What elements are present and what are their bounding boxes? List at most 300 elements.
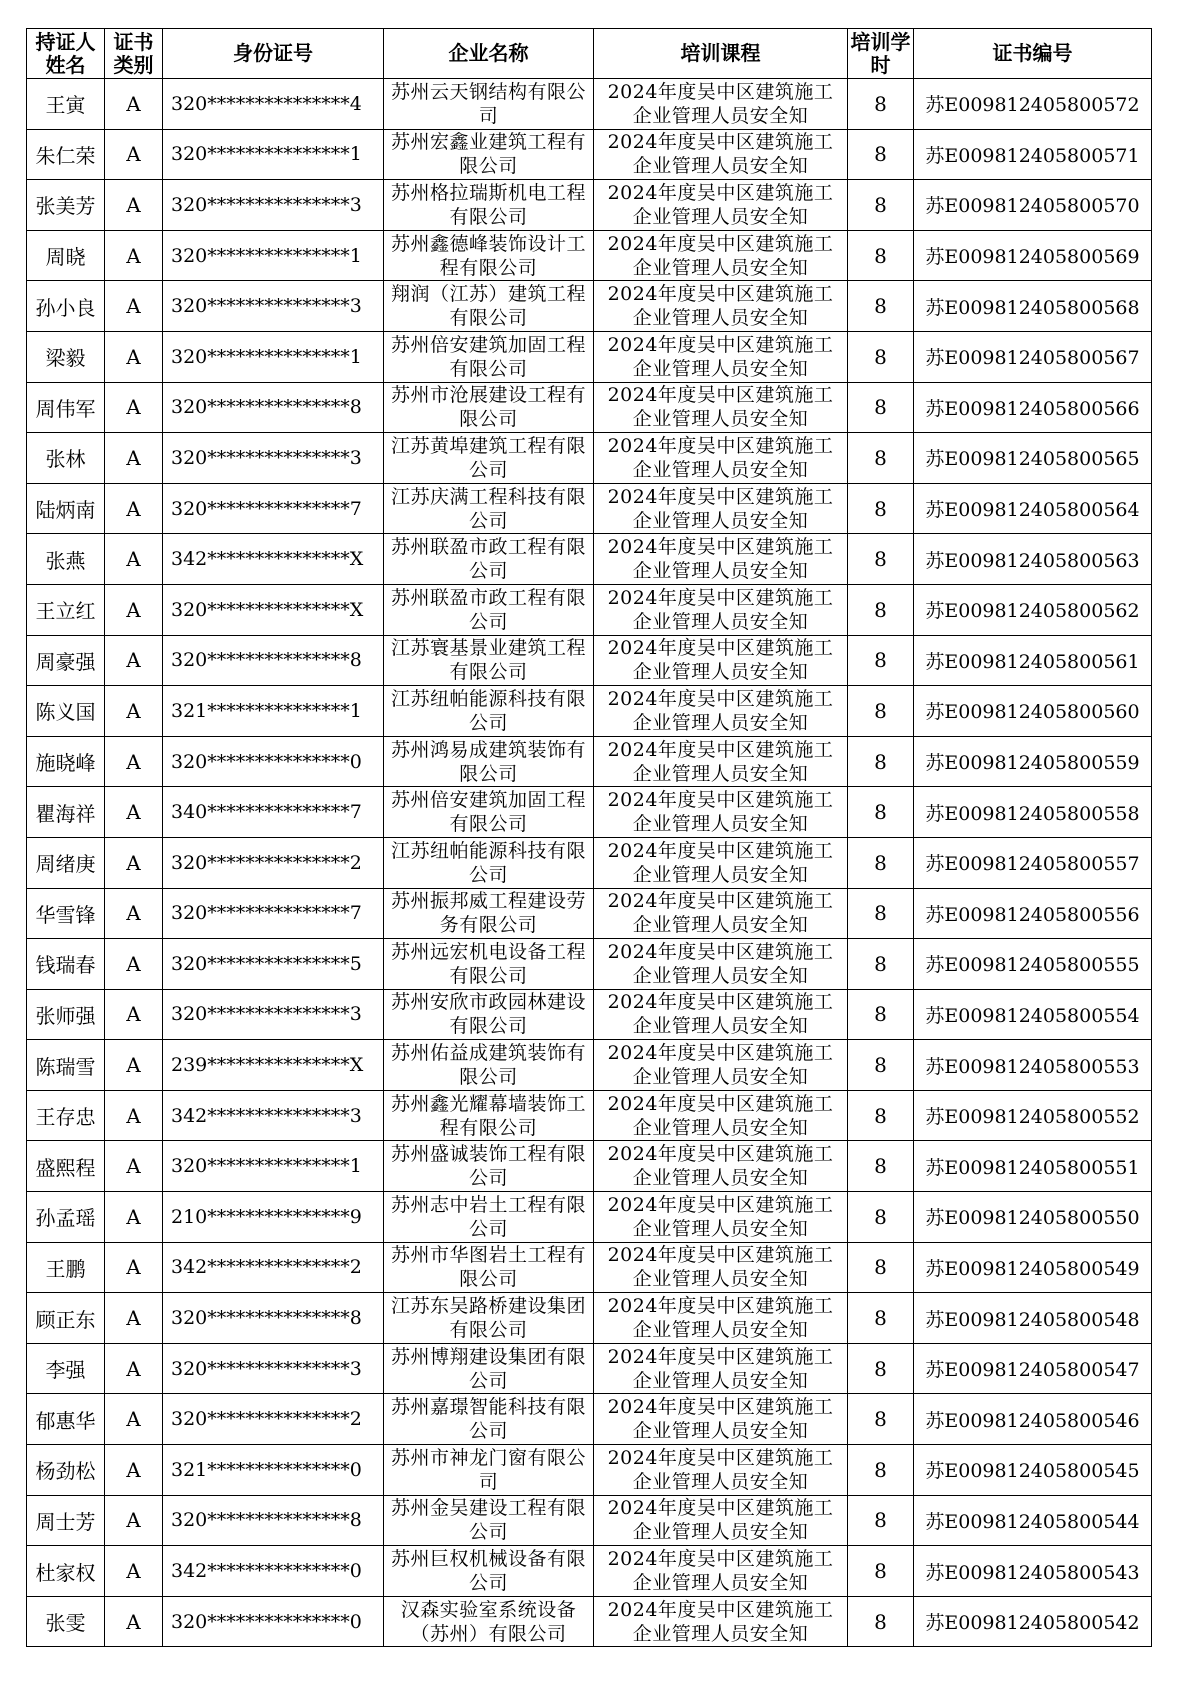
company-cell: [384, 1394, 594, 1445]
id-number-cell: 320***************2: [163, 837, 384, 888]
cert-number-cell: 苏E009812405800566: [914, 382, 1152, 433]
cert-number-cell: 苏E009812405800550: [914, 1192, 1152, 1243]
cert-type-cell: A: [105, 281, 163, 332]
course-text: 2024年度吴中区建筑施工企业管理人员安全知: [607, 1598, 834, 1645]
course-cell: [594, 939, 848, 990]
holder-name-cell: 顾正东: [27, 1293, 105, 1344]
company-text: 苏州市沧展建设工程有限公司: [390, 384, 586, 431]
course-cell: [594, 433, 848, 484]
cert-type-cell: A: [105, 1242, 163, 1293]
course-cell: [594, 1192, 848, 1243]
company-cell: [384, 230, 594, 281]
hours-cell: 8: [848, 1394, 914, 1445]
course-cell: [594, 534, 848, 585]
company-text: 苏州鸿易成建筑装饰有限公司: [390, 738, 586, 785]
company-text: 苏州市神龙门窗有限公司: [390, 1446, 586, 1493]
course-cell: [594, 129, 848, 180]
cert-number-cell: 苏E009812405800561: [914, 635, 1152, 686]
id-number-cell: 321***************0: [163, 1445, 384, 1496]
header-course: 培训课程: [594, 29, 848, 79]
cert-number-cell: 苏E009812405800549: [914, 1242, 1152, 1293]
cert-type-cell: A: [105, 686, 163, 737]
company-text: 苏州云天钢结构有限公司: [390, 80, 586, 127]
cert-number-cell: 苏E009812405800544: [914, 1495, 1152, 1546]
id-number-cell: 320***************8: [163, 1293, 384, 1344]
hours-cell: 8: [848, 584, 914, 635]
course-text: 2024年度吴中区建筑施工企业管理人员安全知: [607, 232, 834, 279]
cert-number-cell: 苏E009812405800555: [914, 939, 1152, 990]
course-cell: [594, 1343, 848, 1394]
course-text: 2024年度吴中区建筑施工企业管理人员安全知: [607, 1143, 834, 1190]
company-cell: [384, 1242, 594, 1293]
course-cell: [594, 483, 848, 534]
id-number-cell: 320***************2: [163, 1394, 384, 1445]
course-text: 2024年度吴中区建筑施工企业管理人员安全知: [607, 637, 834, 684]
table-row: [27, 1293, 1152, 1344]
company-text: 江苏纽帕能源科技有限公司: [390, 687, 586, 734]
hours-cell: 8: [848, 534, 914, 585]
cert-type-cell: A: [105, 989, 163, 1040]
table-row: [27, 331, 1152, 382]
cert-number-cell: 苏E009812405800565: [914, 433, 1152, 484]
company-cell: [384, 989, 594, 1040]
course-text: 2024年度吴中区建筑施工企业管理人员安全知: [607, 1295, 834, 1342]
id-number-cell: 320***************1: [163, 129, 384, 180]
cert-number-cell: 苏E009812405800558: [914, 787, 1152, 838]
holder-name-cell: 陈瑞雪: [27, 1040, 105, 1091]
hours-cell: 8: [848, 1495, 914, 1546]
cert-type-cell: A: [105, 1394, 163, 1445]
holder-name-cell: 周绪庚: [27, 837, 105, 888]
course-text: 2024年度吴中区建筑施工企业管理人员安全知: [607, 485, 834, 532]
cert-type-cell: A: [105, 1343, 163, 1394]
holder-name-cell: 钱瑞春: [27, 939, 105, 990]
company-cell: [384, 736, 594, 787]
cert-type-cell: A: [105, 787, 163, 838]
course-text: 2024年度吴中区建筑施工企业管理人员安全知: [607, 940, 834, 987]
cert-number-cell: 苏E009812405800556: [914, 888, 1152, 939]
id-number-cell: 320***************0: [163, 736, 384, 787]
course-cell: [594, 1546, 848, 1597]
table-row: [27, 230, 1152, 281]
table-row: [27, 686, 1152, 737]
hours-cell: 8: [848, 1141, 914, 1192]
course-cell: [594, 1090, 848, 1141]
id-number-cell: 239***************X: [163, 1040, 384, 1091]
cert-number-cell: 苏E009812405800542: [914, 1596, 1152, 1647]
hours-cell: 8: [848, 1343, 914, 1394]
holder-name-cell: 华雪锋: [27, 888, 105, 939]
course-text: 2024年度吴中区建筑施工企业管理人员安全知: [607, 1193, 834, 1240]
table-row: [27, 888, 1152, 939]
hours-cell: 8: [848, 433, 914, 484]
course-cell: [594, 736, 848, 787]
cert-number-cell: 苏E009812405800554: [914, 989, 1152, 1040]
course-cell: [594, 1040, 848, 1091]
hours-cell: 8: [848, 1445, 914, 1496]
table-row: [27, 382, 1152, 433]
holder-name-cell: 张美芳: [27, 180, 105, 231]
id-number-cell: 320***************3: [163, 180, 384, 231]
holder-name-cell: 孙孟瑶: [27, 1192, 105, 1243]
course-cell: [594, 686, 848, 737]
holder-name-cell: 张燕: [27, 534, 105, 585]
company-text: 苏州格拉瑞斯机电工程有限公司: [390, 181, 586, 228]
cert-type-cell: A: [105, 1495, 163, 1546]
company-cell: [384, 888, 594, 939]
company-cell: [384, 939, 594, 990]
holder-name-cell: 周士芳: [27, 1495, 105, 1546]
table-row: [27, 129, 1152, 180]
company-cell: [384, 1596, 594, 1647]
holder-name-cell: 孙小良: [27, 281, 105, 332]
table-header-row: [27, 29, 1152, 79]
course-cell: [594, 837, 848, 888]
id-number-cell: 320***************8: [163, 635, 384, 686]
id-number-cell: 320***************4: [163, 79, 384, 130]
holder-name-cell: 施晓峰: [27, 736, 105, 787]
cert-type-cell: A: [105, 1445, 163, 1496]
company-cell: [384, 1495, 594, 1546]
course-cell: [594, 1394, 848, 1445]
cert-type-cell: A: [105, 635, 163, 686]
cert-number-cell: 苏E009812405800548: [914, 1293, 1152, 1344]
table-row: [27, 787, 1152, 838]
course-text: 2024年度吴中区建筑施工企业管理人员安全知: [607, 181, 834, 228]
header-cert-type: 证书类别: [105, 29, 163, 79]
company-cell: [384, 79, 594, 130]
company-cell: [384, 787, 594, 838]
holder-name-cell: 瞿海祥: [27, 787, 105, 838]
course-cell: [594, 382, 848, 433]
table-row: [27, 939, 1152, 990]
id-number-cell: 342***************2: [163, 1242, 384, 1293]
id-number-cell: 320***************3: [163, 989, 384, 1040]
company-cell: [384, 1040, 594, 1091]
company-text: 苏州鑫光耀幕墙装饰工程有限公司: [390, 1092, 586, 1139]
course-cell: [594, 1293, 848, 1344]
course-text: 2024年度吴中区建筑施工企业管理人员安全知: [607, 1497, 834, 1544]
id-number-cell: 320***************3: [163, 1343, 384, 1394]
table-body: [27, 79, 1152, 1647]
table-row: [27, 281, 1152, 332]
id-number-cell: 320***************3: [163, 281, 384, 332]
hours-cell: 8: [848, 635, 914, 686]
cert-number-cell: 苏E009812405800571: [914, 129, 1152, 180]
cert-type-cell: A: [105, 1141, 163, 1192]
id-number-cell: 320***************1: [163, 1141, 384, 1192]
course-text: 2024年度吴中区建筑施工企业管理人员安全知: [607, 991, 834, 1038]
table-row: [27, 79, 1152, 130]
cert-type-cell: A: [105, 1040, 163, 1091]
hours-cell: 8: [848, 1192, 914, 1243]
cert-type-cell: A: [105, 1192, 163, 1243]
id-number-cell: 210***************9: [163, 1192, 384, 1243]
cert-type-cell: A: [105, 331, 163, 382]
holder-name-cell: 杜家权: [27, 1546, 105, 1597]
id-number-cell: 342***************3: [163, 1090, 384, 1141]
table-row: [27, 483, 1152, 534]
company-text: 江苏纽帕能源科技有限公司: [390, 839, 586, 886]
course-cell: [594, 1495, 848, 1546]
hours-cell: 8: [848, 129, 914, 180]
company-cell: [384, 1445, 594, 1496]
hours-cell: 8: [848, 1090, 914, 1141]
cert-number-cell: 苏E009812405800553: [914, 1040, 1152, 1091]
id-number-cell: 320***************1: [163, 230, 384, 281]
company-cell: [384, 837, 594, 888]
cert-number-cell: 苏E009812405800545: [914, 1445, 1152, 1496]
cert-number-cell: 苏E009812405800570: [914, 180, 1152, 231]
cert-number-cell: 苏E009812405800560: [914, 686, 1152, 737]
cert-number-cell: 苏E009812405800563: [914, 534, 1152, 585]
course-text: 2024年度吴中区建筑施工企业管理人员安全知: [607, 80, 834, 127]
holder-name-cell: 杨劲松: [27, 1445, 105, 1496]
company-text: 苏州鑫德峰装饰设计工程有限公司: [390, 232, 586, 279]
course-text: 2024年度吴中区建筑施工企业管理人员安全知: [607, 536, 834, 583]
course-text: 2024年度吴中区建筑施工企业管理人员安全知: [607, 333, 834, 380]
course-text: 2024年度吴中区建筑施工企业管理人员安全知: [607, 1345, 834, 1392]
holder-name-cell: 周晓: [27, 230, 105, 281]
hours-cell: 8: [848, 1293, 914, 1344]
company-text: 苏州金吴建设工程有限公司: [390, 1497, 586, 1544]
table-row: [27, 1394, 1152, 1445]
holder-name-cell: 朱仁荣: [27, 129, 105, 180]
hours-cell: 8: [848, 483, 914, 534]
table-row: [27, 1242, 1152, 1293]
id-number-cell: 320***************X: [163, 584, 384, 635]
course-text: 2024年度吴中区建筑施工企业管理人员安全知: [607, 283, 834, 330]
cert-number-cell: 苏E009812405800546: [914, 1394, 1152, 1445]
company-text: 江苏寰基景业建筑工程有限公司: [390, 637, 586, 684]
course-text: 2024年度吴中区建筑施工企业管理人员安全知: [607, 586, 834, 633]
holder-name-cell: 张师强: [27, 989, 105, 1040]
course-cell: [594, 787, 848, 838]
id-number-cell: 320***************3: [163, 433, 384, 484]
cert-type-cell: A: [105, 584, 163, 635]
id-number-cell: 342***************0: [163, 1546, 384, 1597]
course-text: 2024年度吴中区建筑施工企业管理人员安全知: [607, 1092, 834, 1139]
table-row: [27, 1495, 1152, 1546]
course-text: 2024年度吴中区建筑施工企业管理人员安全知: [607, 789, 834, 836]
cert-number-cell: 苏E009812405800562: [914, 584, 1152, 635]
table-row: [27, 1040, 1152, 1091]
course-cell: [594, 281, 848, 332]
course-text: 2024年度吴中区建筑施工企业管理人员安全知: [607, 738, 834, 785]
hours-cell: 8: [848, 1242, 914, 1293]
holder-name-cell: 周豪强: [27, 635, 105, 686]
hours-cell: 8: [848, 79, 914, 130]
course-text: 2024年度吴中区建筑施工企业管理人员安全知: [607, 1548, 834, 1595]
cert-type-cell: A: [105, 230, 163, 281]
table-row: [27, 584, 1152, 635]
table-row: [27, 837, 1152, 888]
company-cell: [384, 483, 594, 534]
course-cell: [594, 1242, 848, 1293]
course-text: 2024年度吴中区建筑施工企业管理人员安全知: [607, 1244, 834, 1291]
table-row: [27, 1343, 1152, 1394]
hours-cell: 8: [848, 1596, 914, 1647]
company-cell: [384, 1141, 594, 1192]
holder-name-cell: 王寅: [27, 79, 105, 130]
hours-cell: 8: [848, 989, 914, 1040]
company-cell: [384, 180, 594, 231]
company-text: 苏州安欣市政园林建设有限公司: [390, 991, 586, 1038]
company-text: 苏州嘉璟智能科技有限公司: [390, 1396, 586, 1443]
company-cell: [384, 1293, 594, 1344]
company-cell: [384, 635, 594, 686]
course-text: 2024年度吴中区建筑施工企业管理人员安全知: [607, 131, 834, 178]
cert-type-cell: A: [105, 129, 163, 180]
course-text: 2024年度吴中区建筑施工企业管理人员安全知: [607, 839, 834, 886]
hours-cell: 8: [848, 787, 914, 838]
table-row: [27, 736, 1152, 787]
table-row: [27, 433, 1152, 484]
company-text: 苏州博翔建设集团有限公司: [390, 1345, 586, 1392]
holder-name-cell: 陆炳南: [27, 483, 105, 534]
holder-name-cell: 李强: [27, 1343, 105, 1394]
company-cell: [384, 281, 594, 332]
holder-name-cell: 郁惠华: [27, 1394, 105, 1445]
company-cell: [384, 534, 594, 585]
holder-name-cell: 王存忠: [27, 1090, 105, 1141]
company-text: 苏州宏鑫业建筑工程有限公司: [390, 131, 586, 178]
id-number-cell: 342***************X: [163, 534, 384, 585]
cert-type-cell: A: [105, 939, 163, 990]
cert-type-cell: A: [105, 433, 163, 484]
table-row: [27, 1090, 1152, 1141]
hours-cell: 8: [848, 888, 914, 939]
company-text: 苏州市华图岩土工程有限公司: [390, 1244, 586, 1291]
company-text: 翔润（江苏）建筑工程有限公司: [390, 283, 586, 330]
id-number-cell: 340***************7: [163, 787, 384, 838]
course-cell: [594, 180, 848, 231]
company-text: 汉森实验室系统设备（苏州）有限公司: [400, 1598, 577, 1645]
id-number-cell: 320***************8: [163, 1495, 384, 1546]
id-number-cell: 320***************8: [163, 382, 384, 433]
course-cell: [594, 230, 848, 281]
holder-name-cell: 张雯: [27, 1596, 105, 1647]
course-text: 2024年度吴中区建筑施工企业管理人员安全知: [607, 384, 834, 431]
holder-name-cell: 陈义国: [27, 686, 105, 737]
table-row: [27, 1546, 1152, 1597]
course-text: 2024年度吴中区建筑施工企业管理人员安全知: [607, 1042, 834, 1089]
course-cell: [594, 1445, 848, 1496]
holder-name-cell: 周伟军: [27, 382, 105, 433]
table-row: [27, 989, 1152, 1040]
company-cell: [384, 129, 594, 180]
certificate-table: [26, 28, 1152, 1647]
hours-cell: 8: [848, 939, 914, 990]
company-text: 苏州振邦威工程建设劳务有限公司: [390, 890, 586, 937]
company-cell: [384, 686, 594, 737]
hours-cell: 8: [848, 331, 914, 382]
id-number-cell: 321***************1: [163, 686, 384, 737]
company-text: 苏州远宏机电设备工程有限公司: [390, 940, 586, 987]
company-cell: [384, 382, 594, 433]
company-cell: [384, 584, 594, 635]
cert-number-cell: 苏E009812405800568: [914, 281, 1152, 332]
table-row: [27, 1192, 1152, 1243]
course-cell: [594, 989, 848, 1040]
course-text: 2024年度吴中区建筑施工企业管理人员安全知: [607, 434, 834, 481]
cert-number-cell: 苏E009812405800551: [914, 1141, 1152, 1192]
hours-cell: 8: [848, 382, 914, 433]
company-text: 江苏庆满工程科技有限公司: [390, 485, 586, 532]
course-cell: [594, 888, 848, 939]
company-text: 江苏黄埠建筑工程有限公司: [390, 434, 586, 481]
hours-cell: 8: [848, 1040, 914, 1091]
cert-type-cell: A: [105, 483, 163, 534]
id-number-cell: 320***************7: [163, 483, 384, 534]
holder-name-cell: 王鹏: [27, 1242, 105, 1293]
header-company: 企业名称: [384, 29, 594, 79]
company-text: 苏州倍安建筑加固工程有限公司: [390, 333, 586, 380]
cert-type-cell: A: [105, 1596, 163, 1647]
header-hours: 培训学时: [848, 29, 914, 79]
course-cell: [594, 331, 848, 382]
holder-name-cell: 王立红: [27, 584, 105, 635]
company-text: 苏州倍安建筑加固工程有限公司: [390, 789, 586, 836]
company-cell: [384, 1090, 594, 1141]
company-cell: [384, 433, 594, 484]
course-cell: [594, 635, 848, 686]
cert-number-cell: 苏E009812405800559: [914, 736, 1152, 787]
company-text: 苏州联盈市政工程有限公司: [390, 536, 586, 583]
hours-cell: 8: [848, 180, 914, 231]
holder-name-cell: 盛熙程: [27, 1141, 105, 1192]
cert-number-cell: 苏E009812405800572: [914, 79, 1152, 130]
holder-name-cell: 梁毅: [27, 331, 105, 382]
cert-type-cell: A: [105, 180, 163, 231]
id-number-cell: 320***************7: [163, 888, 384, 939]
cert-type-cell: A: [105, 1293, 163, 1344]
cert-type-cell: A: [105, 837, 163, 888]
cert-number-cell: 苏E009812405800547: [914, 1343, 1152, 1394]
cert-type-cell: A: [105, 534, 163, 585]
id-number-cell: 320***************1: [163, 331, 384, 382]
hours-cell: 8: [848, 230, 914, 281]
table-row: [27, 1596, 1152, 1647]
company-text: 苏州佑益成建筑装饰有限公司: [390, 1042, 586, 1089]
header-holder-name: 持证人姓名: [27, 29, 105, 79]
company-text: 苏州联盈市政工程有限公司: [390, 586, 586, 633]
course-text: 2024年度吴中区建筑施工企业管理人员安全知: [607, 1446, 834, 1493]
course-cell: [594, 79, 848, 130]
table-row: [27, 1141, 1152, 1192]
header-id-number: 身份证号: [163, 29, 384, 79]
cert-number-cell: 苏E009812405800567: [914, 331, 1152, 382]
cert-type-cell: A: [105, 888, 163, 939]
hours-cell: 8: [848, 281, 914, 332]
cert-type-cell: A: [105, 382, 163, 433]
course-cell: [594, 1141, 848, 1192]
company-cell: [384, 1546, 594, 1597]
company-cell: [384, 1192, 594, 1243]
hours-cell: 8: [848, 686, 914, 737]
cert-type-cell: A: [105, 79, 163, 130]
company-cell: [384, 1343, 594, 1394]
course-text: 2024年度吴中区建筑施工企业管理人员安全知: [607, 1396, 834, 1443]
hours-cell: 8: [848, 1546, 914, 1597]
table-row: [27, 180, 1152, 231]
course-cell: [594, 1596, 848, 1647]
company-text: 江苏东吴路桥建设集团有限公司: [390, 1295, 586, 1342]
hours-cell: 8: [848, 837, 914, 888]
cert-type-cell: A: [105, 1546, 163, 1597]
cert-number-cell: 苏E009812405800564: [914, 483, 1152, 534]
cert-type-cell: A: [105, 736, 163, 787]
